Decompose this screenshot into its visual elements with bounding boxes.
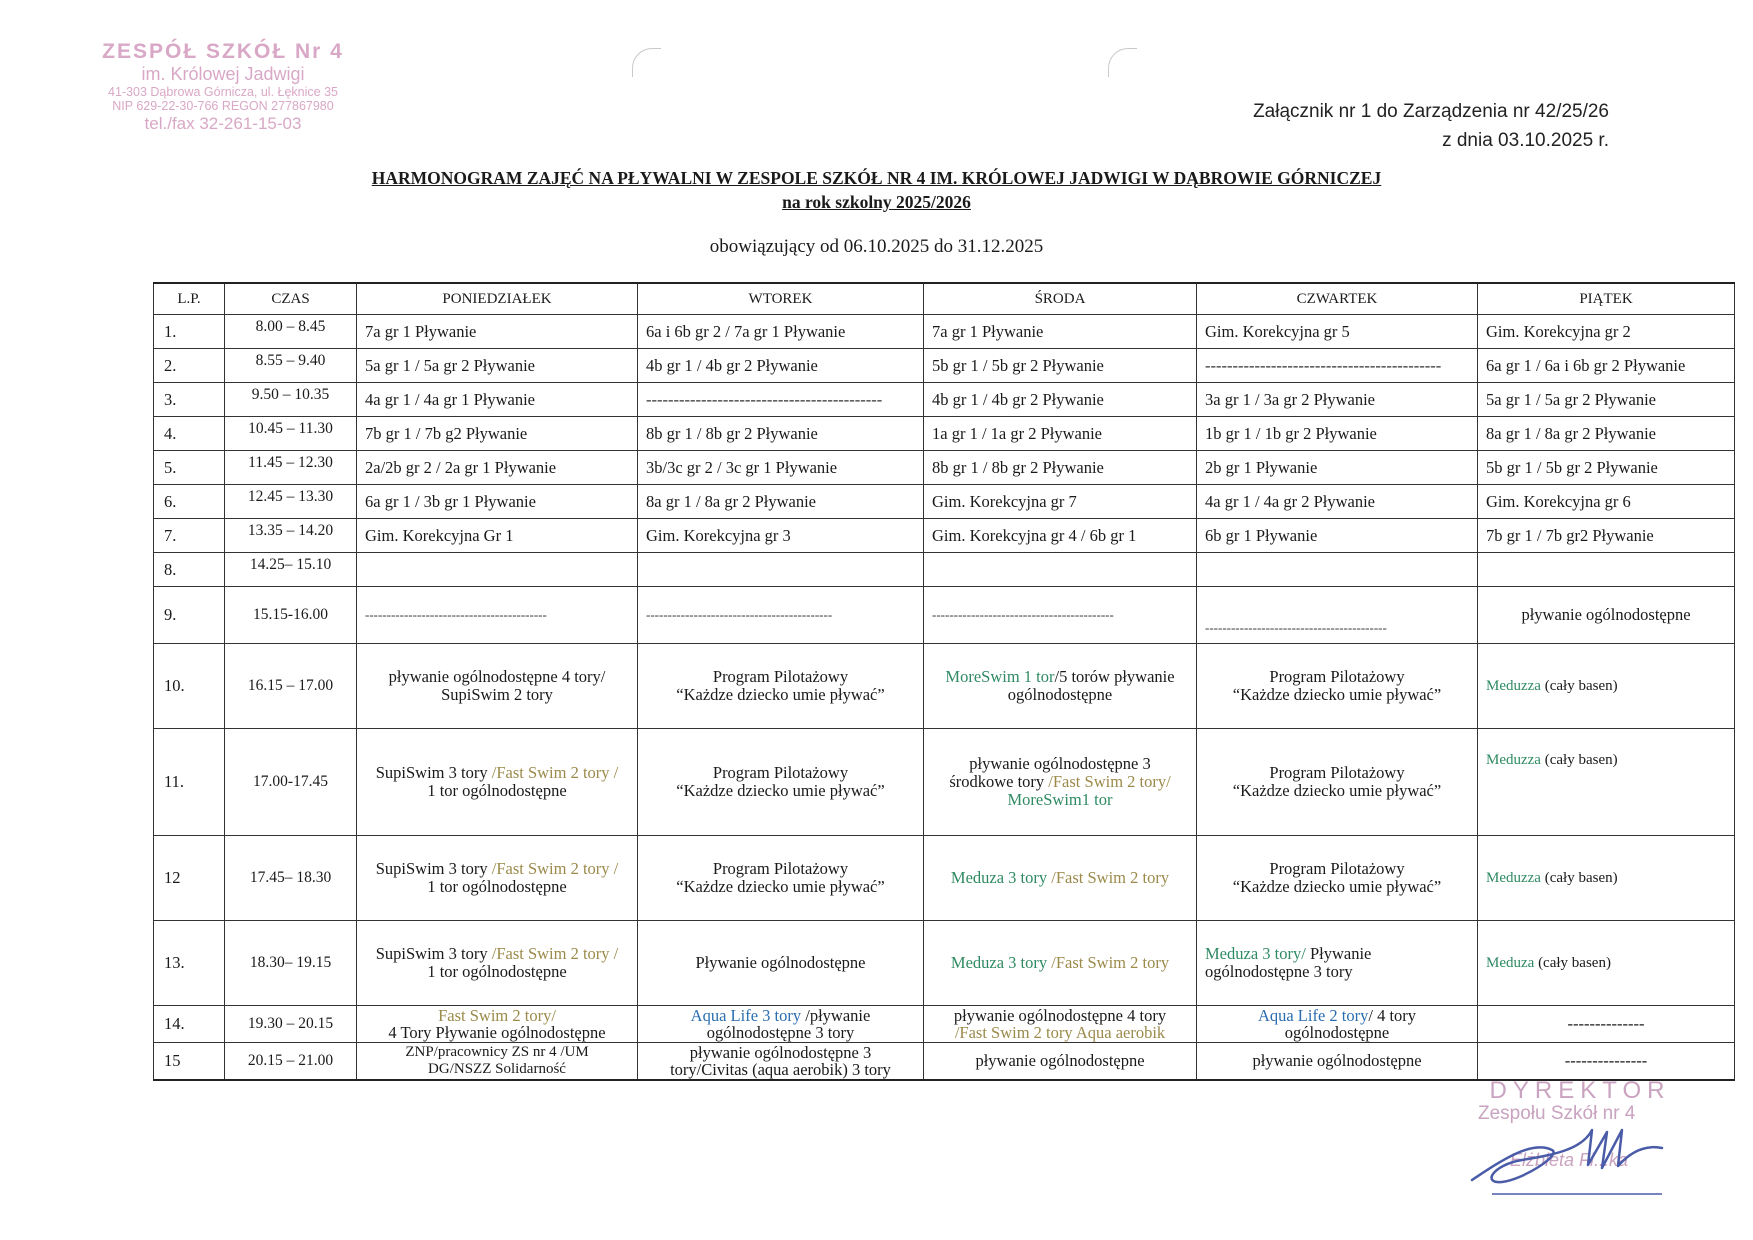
cell-line xyxy=(365,764,629,782)
cell-line: ogólnodostępne xyxy=(1007,685,1113,704)
cell-line: 1 tor ogólnodostępne xyxy=(427,781,567,800)
cell-friday: Gim. Korekcyjna gr 6 xyxy=(1478,485,1735,519)
director-stamp-title: DYREKTOR xyxy=(1489,1077,1671,1104)
cell-fragment: / 4 tory xyxy=(1368,1006,1417,1025)
scan-mark xyxy=(632,48,661,77)
cell-friday xyxy=(1478,836,1735,921)
cell-thursday: 3a gr 1 / 3a gr 2 Pływanie xyxy=(1197,383,1478,417)
cell-line xyxy=(932,773,1188,791)
program-meduza: Meduza xyxy=(1486,955,1535,971)
cell-line: Program Pilotażowy xyxy=(712,859,849,878)
cell-tuesday xyxy=(638,1043,924,1081)
row-time: 8.00 – 8.45 xyxy=(225,315,357,349)
row-time: 9.50 – 10.35 xyxy=(225,383,357,417)
cell-monday xyxy=(357,921,638,1006)
document-title-line1: HARMONOGRAM ZAJĘĆ NA PŁYWALNI W ZESPOLE SZKÓŁ NR 4 IM. KRÓLOWEJ JADWIGI W DĄBROWIE GÓRNICZEJ xyxy=(371,168,1382,188)
row-number: 12 xyxy=(154,836,225,921)
cell-wednesday: Gim. Korekcyjna gr 7 xyxy=(924,485,1197,519)
schedule-table xyxy=(153,282,1735,1081)
cell-monday xyxy=(357,836,638,921)
cell-wednesday: ------------------------------------------ xyxy=(924,587,1197,644)
cell-monday xyxy=(357,553,638,587)
row-number: 1. xyxy=(154,315,225,349)
table-row xyxy=(154,1006,1735,1043)
program-fastswim: /Fast Swim 2 tory / xyxy=(491,944,619,963)
header-monday: PONIEDZIAŁEK xyxy=(357,283,638,315)
cell-monday: 4a gr 1 / 4a gr 1 Pływanie xyxy=(357,383,638,417)
cell-wednesday xyxy=(924,729,1197,836)
row-time: 20.15 – 21.00 xyxy=(225,1043,357,1081)
cell-tuesday: Gim. Korekcyjna gr 3 xyxy=(638,519,924,553)
cell-thursday: 2b gr 1 Pływanie xyxy=(1197,451,1478,485)
cell-monday: Gim. Korekcyjna Gr 1 xyxy=(357,519,638,553)
cell-wednesday: 1a gr 1 / 1a gr 2 Pływanie xyxy=(924,417,1197,451)
row-time: 11.45 – 12.30 xyxy=(225,451,357,485)
program-meduzza: Meduzza xyxy=(1486,752,1541,768)
cell-line: ogólnodostępne xyxy=(1284,1023,1390,1042)
row-time: 12.45 – 13.30 xyxy=(225,485,357,519)
cell-line: pływanie ogólnodostępne 4 tory xyxy=(953,1006,1167,1025)
attachment-date: z dnia 03.10.2025 r. xyxy=(1442,130,1609,151)
row-number: 14. xyxy=(154,1006,225,1043)
cell-fragment: środkowe tory xyxy=(949,772,1045,791)
cell-wednesday xyxy=(924,553,1197,587)
cell-wednesday xyxy=(924,1006,1197,1043)
row-time: 16.15 – 17.00 xyxy=(225,644,357,729)
cell-line: 1 tor ogólnodostępne xyxy=(427,962,567,981)
program-fastswim: /Fast Swim 2 tory xyxy=(1051,953,1170,972)
cell-fragment: (cały basen) xyxy=(1544,870,1618,886)
cell-fragment: /pływanie xyxy=(805,1006,871,1025)
cell-monday: ------------------------------------------ xyxy=(357,587,638,644)
program-meduzza: Meduzza xyxy=(1486,870,1541,886)
cell-tuesday: 3b/3c gr 2 / 3c gr 1 Pływanie xyxy=(638,451,924,485)
row-number: 8. xyxy=(154,553,225,587)
cell-tuesday: 8b gr 1 / 8b gr 2 Pływanie xyxy=(638,417,924,451)
cell-tuesday: Pływanie ogólnodostępne xyxy=(638,921,924,1006)
header-wednesday: ŚRODA xyxy=(924,283,1197,315)
cell-monday xyxy=(357,729,638,836)
cell-fragment: SupiSwim 3 tory xyxy=(375,763,488,782)
cell-tuesday: 8a gr 1 / 8a gr 2 Pływanie xyxy=(638,485,924,519)
cell-monday: 7b gr 1 / 7b g2 Pływanie xyxy=(357,417,638,451)
cell-line: ogólnodostępne 3 tory xyxy=(706,1023,855,1042)
cell-tuesday: ------------------------------------------- xyxy=(638,383,924,417)
program-moreswim: MoreSwim 1 tor xyxy=(945,667,1055,686)
cell-friday: --------------- xyxy=(1478,1043,1735,1081)
row-time: 10.45 – 11.30 xyxy=(225,417,357,451)
validity-period: obowiązujący od 06.10.2025 do 31.12.2025 xyxy=(709,236,1044,257)
table-row xyxy=(154,729,1735,836)
row-number: 9. xyxy=(154,587,225,644)
cell-wednesday: Gim. Korekcyjna gr 4 / 6b gr 1 xyxy=(924,519,1197,553)
table-row xyxy=(154,553,1735,587)
cell-fragment: /5 torów pływanie xyxy=(1054,667,1175,686)
cell-thursday xyxy=(1197,836,1478,921)
row-number: 7. xyxy=(154,519,225,553)
row-number: 13. xyxy=(154,921,225,1006)
program-meduza: Meduza 3 tory xyxy=(950,868,1048,887)
row-number: 2. xyxy=(154,349,225,383)
cell-friday: 8a gr 1 / 8a gr 2 Pływanie xyxy=(1478,417,1735,451)
cell-tuesday xyxy=(638,729,924,836)
cell-fragment: SupiSwim 3 tory xyxy=(375,859,488,878)
row-number: 15 xyxy=(154,1043,225,1081)
cell-line: “Każdze dziecko umie pływać” xyxy=(1232,685,1442,704)
cell-wednesday: pływanie ogólnodostępne xyxy=(924,1043,1197,1081)
cell-monday xyxy=(357,1043,638,1081)
program-meduza: Meduza 3 tory/ xyxy=(1205,944,1306,963)
table-row xyxy=(154,315,1735,349)
cell-friday: -------------- xyxy=(1478,1006,1735,1043)
cell-friday: Gim. Korekcyjna gr 2 xyxy=(1478,315,1735,349)
cell-line: “Każdze dziecko umie pływać” xyxy=(676,781,885,800)
school-stamp-ids: NIP 629-22-30-766 REGON 277867980 xyxy=(112,99,334,114)
table-row xyxy=(154,519,1735,553)
cell-thursday xyxy=(1197,1006,1478,1043)
cell-line: “Każdze dziecko umie pływać” xyxy=(676,685,885,704)
cell-friday xyxy=(1478,553,1735,587)
header-time: CZAS xyxy=(225,283,357,315)
school-stamp xyxy=(98,40,348,133)
table-row xyxy=(154,921,1735,1006)
row-number: 10. xyxy=(154,644,225,729)
cell-friday: pływanie ogólnodostępne xyxy=(1478,587,1735,644)
table-row xyxy=(154,587,1735,644)
cell-monday: 5a gr 1 / 5a gr 2 Pływanie xyxy=(357,349,638,383)
cell-monday xyxy=(357,1006,638,1043)
program-fastswim: /Fast Swim 2 tory xyxy=(1051,868,1170,887)
cell-line: pływanie ogólnodostępne 3 xyxy=(969,754,1151,773)
table-row xyxy=(154,383,1735,417)
row-time: 14.25– 15.10 xyxy=(225,553,357,587)
header-lp: L.P. xyxy=(154,283,225,315)
row-time: 8.55 – 9.40 xyxy=(225,349,357,383)
cell-line: “Każdze dziecko umie pływać” xyxy=(1232,877,1442,896)
program-fastswim: Fast Swim 2 tory/ xyxy=(438,1006,556,1025)
cell-thursday: 4a gr 1 / 4a gr 2 Pływanie xyxy=(1197,485,1478,519)
cell-wednesday: 5b gr 1 / 5b gr 2 Pływanie xyxy=(924,349,1197,383)
cell-line: ogólnodostępne 3 tory xyxy=(1205,962,1353,981)
cell-friday xyxy=(1478,729,1735,836)
cell-tuesday xyxy=(638,644,924,729)
cell-line: “Każdze dziecko umie pływać” xyxy=(676,877,885,896)
program-meduza: Meduza 3 tory xyxy=(950,953,1048,972)
cell-fragment: (cały basen) xyxy=(1544,678,1618,694)
header-tuesday: WTOREK xyxy=(638,283,924,315)
cell-monday: 2a/2b gr 2 / 2a gr 1 Pływanie xyxy=(357,451,638,485)
attachment-note xyxy=(1253,97,1609,155)
table-row xyxy=(154,644,1735,729)
cell-line: Program Pilotażowy xyxy=(712,667,849,686)
cell-thursday: pływanie ogólnodostępne xyxy=(1197,1043,1478,1081)
cell-line: DG/NSZZ Solidarność xyxy=(428,1061,566,1077)
table-row xyxy=(154,349,1735,383)
school-stamp-name: im. Królowej Jadwigi xyxy=(141,64,305,85)
program-fastswim: /Fast Swim 2 tory / xyxy=(491,763,619,782)
cell-wednesday xyxy=(924,836,1197,921)
cell-line xyxy=(1205,945,1469,963)
cell-thursday: 1b gr 1 / 1b gr 2 Pływanie xyxy=(1197,417,1478,451)
cell-line xyxy=(932,668,1188,686)
cell-line xyxy=(646,1007,915,1024)
table-row xyxy=(154,417,1735,451)
cell-line: Program Pilotażowy xyxy=(1269,763,1405,782)
cell-line: tory/Civitas (aqua aerobik) 3 tory xyxy=(670,1060,891,1079)
document-title-line2: na rok szkolny 2025/2026 xyxy=(782,192,971,212)
cell-monday: 7a gr 1 Pływanie xyxy=(357,315,638,349)
cell-thursday: Gim. Korekcyjna gr 5 xyxy=(1197,315,1478,349)
cell-tuesday xyxy=(638,836,924,921)
cell-line xyxy=(1205,1007,1469,1024)
cell-line: SupiSwim 2 tory xyxy=(441,685,553,704)
cell-line: Program Pilotażowy xyxy=(712,763,849,782)
cell-thursday xyxy=(1197,553,1478,587)
table-header-row xyxy=(154,283,1735,315)
cell-line xyxy=(365,945,629,963)
scan-mark xyxy=(1108,48,1137,77)
cell-wednesday: 8b gr 1 / 8b gr 2 Pływanie xyxy=(924,451,1197,485)
cell-wednesday xyxy=(924,644,1197,729)
table-row xyxy=(154,1043,1735,1081)
cell-friday: 7b gr 1 / 7b gr2 Pływanie xyxy=(1478,519,1735,553)
row-number: 3. xyxy=(154,383,225,417)
cell-thursday: ------------------------------------------- xyxy=(1197,349,1478,383)
program-moreswim: MoreSwim1 tor xyxy=(1007,790,1113,809)
school-stamp-phone: tel./fax 32-261-15-03 xyxy=(144,113,302,133)
row-time: 15.15-16.00 xyxy=(225,587,357,644)
cell-wednesday: 4b gr 1 / 4b gr 2 Pływanie xyxy=(924,383,1197,417)
cell-line: Program Pilotażowy xyxy=(1269,859,1405,878)
row-number: 4. xyxy=(154,417,225,451)
cell-friday: 6a gr 1 / 6a i 6b gr 2 Pływanie xyxy=(1478,349,1735,383)
cell-fragment: (cały basen) xyxy=(1538,955,1611,971)
cell-line: Program Pilotażowy xyxy=(1269,667,1405,686)
row-number: 11. xyxy=(154,729,225,836)
school-stamp-address: 41-303 Dąbrowa Górnicza, ul. Łęknice 35 xyxy=(108,84,338,99)
header-friday: PIĄTEK xyxy=(1478,283,1735,315)
director-stamp-school: Zespołu Szkół nr 4 xyxy=(1478,1103,1636,1125)
cell-wednesday: 7a gr 1 Pływanie xyxy=(924,315,1197,349)
cell-tuesday xyxy=(638,1006,924,1043)
cell-line xyxy=(365,860,629,878)
program-fastswim: /Fast Swim 2 tory / xyxy=(491,859,619,878)
cell-line: “Każdze dziecko umie pływać” xyxy=(1232,781,1442,800)
document-title xyxy=(0,166,1753,214)
cell-friday xyxy=(1478,921,1735,1006)
cell-thursday: 6b gr 1 Pływanie xyxy=(1197,519,1478,553)
row-number: 6. xyxy=(154,485,225,519)
cell-friday: 5b gr 1 / 5b gr 2 Pływanie xyxy=(1478,451,1735,485)
program-aqualife: Aqua Life 3 tory xyxy=(690,1006,802,1025)
row-time: 17.45– 18.30 xyxy=(225,836,357,921)
cell-monday: 6a gr 1 / 3b gr 1 Pływanie xyxy=(357,485,638,519)
cell-friday xyxy=(1478,644,1735,729)
program-fastswim: /Fast Swim 2 tory/ xyxy=(1048,772,1171,791)
row-time: 13.35 – 14.20 xyxy=(225,519,357,553)
cell-tuesday: 6a i 6b gr 2 / 7a gr 1 Pływanie xyxy=(638,315,924,349)
cell-fragment: SupiSwim 3 tory xyxy=(375,944,488,963)
table-row xyxy=(154,451,1735,485)
cell-line: 4 Tory Pływanie ogólnodostępne xyxy=(388,1023,606,1042)
cell-line: ZNP/pracownicy ZS nr 4 /UM xyxy=(405,1044,589,1060)
cell-tuesday xyxy=(638,553,924,587)
cell-fragment: Pływanie xyxy=(1309,944,1372,963)
row-time: 19.30 – 20.15 xyxy=(225,1006,357,1043)
cell-fragment: (cały basen) xyxy=(1544,752,1618,768)
table-row xyxy=(154,836,1735,921)
cell-thursday: ------------------------------------------ xyxy=(1197,587,1478,644)
cell-line: pływanie ogólnodostępne 3 xyxy=(689,1043,872,1062)
cell-wednesday xyxy=(924,921,1197,1006)
cell-line: pływanie ogólnodostępne 4 tory/ xyxy=(388,667,606,686)
program-fastswim: /Fast Swim 2 tory Aqua aerobik xyxy=(954,1023,1166,1042)
director-stamp-name: Elżbieta Fi...ka xyxy=(1510,1150,1629,1171)
program-meduzza: Meduzza xyxy=(1486,678,1541,694)
row-time: 17.00-17.45 xyxy=(225,729,357,836)
row-time: 18.30– 19.15 xyxy=(225,921,357,1006)
school-stamp-title: ZESPÓŁ SZKÓŁ Nr 4 xyxy=(102,40,344,63)
cell-thursday xyxy=(1197,729,1478,836)
attachment-line: Załącznik nr 1 do Zarządzenia nr 42/25/26 xyxy=(1253,101,1609,122)
director-signature xyxy=(1462,1110,1672,1200)
cell-thursday xyxy=(1197,644,1478,729)
cell-friday: 5a gr 1 / 5a gr 2 Pływanie xyxy=(1478,383,1735,417)
cell-tuesday: 4b gr 1 / 4b gr 2 Pływanie xyxy=(638,349,924,383)
table-row xyxy=(154,485,1735,519)
header-thursday: CZWARTEK xyxy=(1197,283,1478,315)
cell-tuesday: ------------------------------------------- xyxy=(638,587,924,644)
program-aqualife: Aqua Life 2 tory xyxy=(1257,1006,1369,1025)
cell-line: 1 tor ogólnodostępne xyxy=(427,877,567,896)
cell-thursday xyxy=(1197,921,1478,1006)
cell-monday xyxy=(357,644,638,729)
row-number: 5. xyxy=(154,451,225,485)
